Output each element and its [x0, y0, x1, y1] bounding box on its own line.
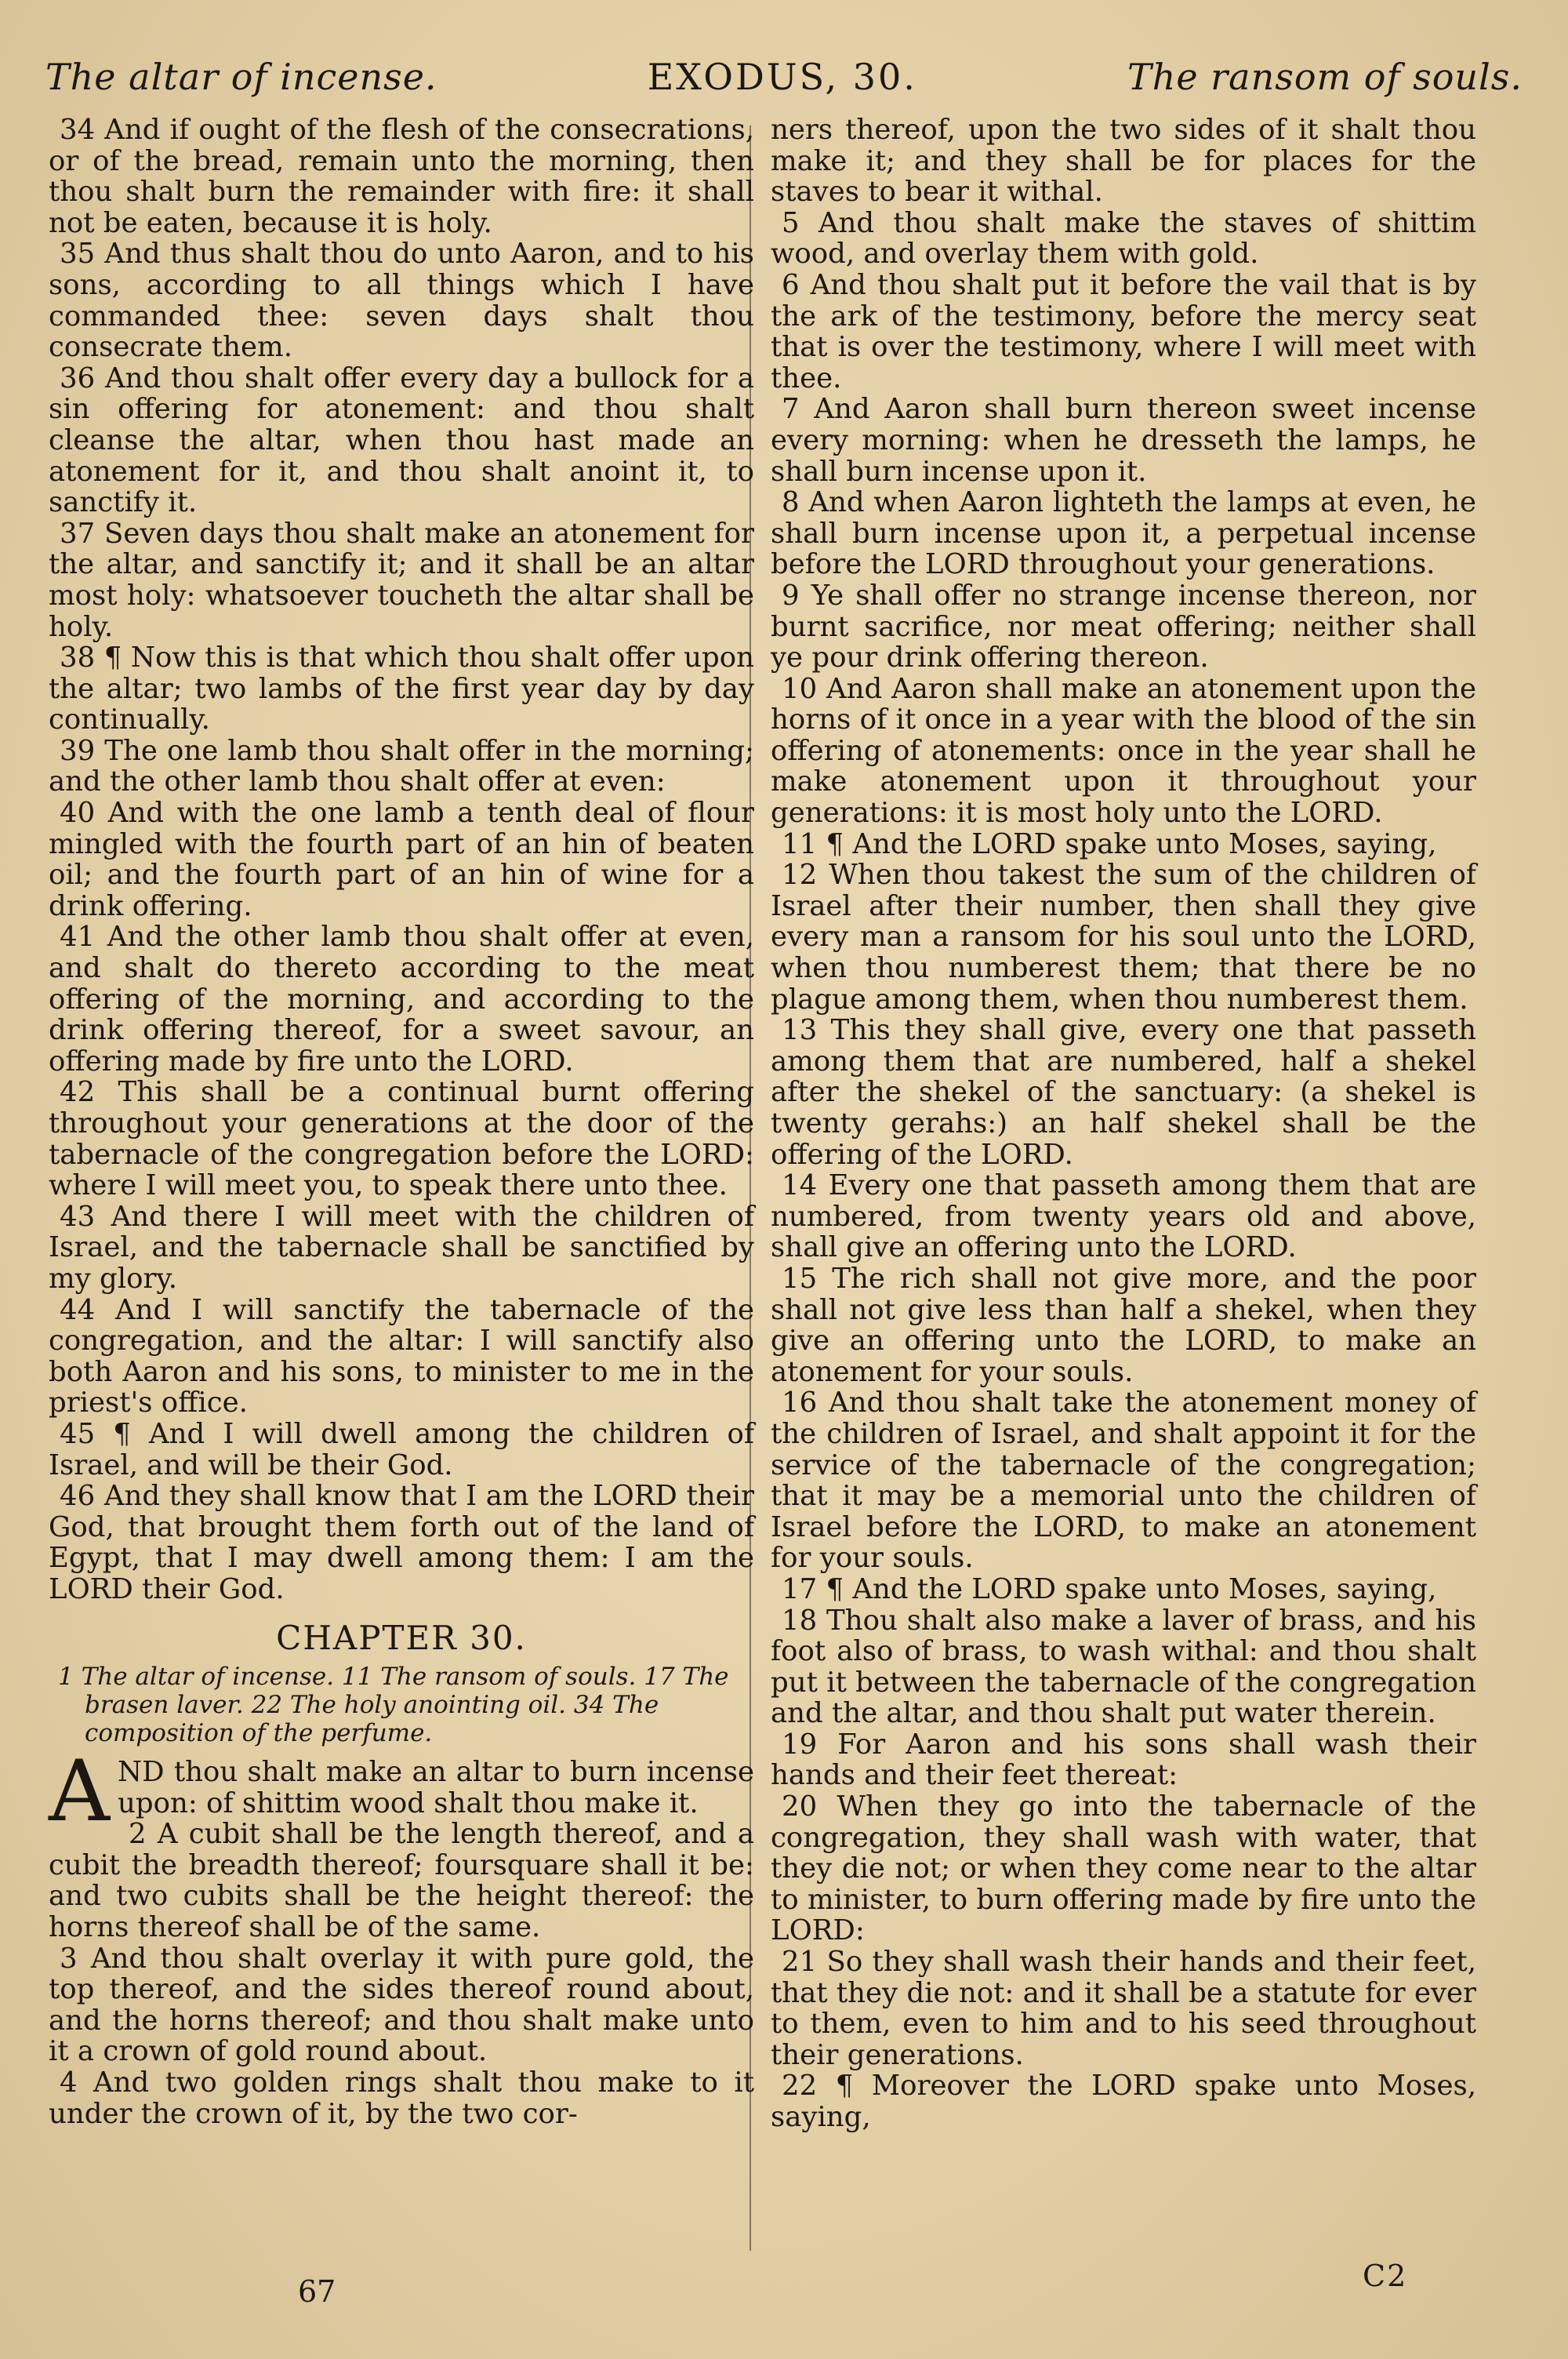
verse: 5 And thou shalt make the staves of shittim wood, and overlay them with gold.: [771, 206, 1476, 271]
verse: 43 And there I will meet with the children of Israel, and the tabernacle shall be sanctified by my glory.: [49, 1200, 754, 1295]
verse: 19 For Aaron and his sons shall wash their hands and their feet thereat:: [771, 1728, 1476, 1792]
verse: 13 This they shall give, every one that passeth among them that are numbered, half a shekel after the shekel of the sanctuary: (a shekel is twenty gerahs:) an half shekel shall be the offering of the LORD.: [771, 1014, 1476, 1171]
chapter-title: CHAPTER 30.: [276, 1618, 527, 1657]
verse: 39 The one lamb thou shalt offer in the morning; and the other lamb thou shalt offer at even:: [49, 734, 754, 798]
chapter-summary: 1 The altar of incense. 11 The ransom of souls. 17 The brasen laver. 22 The holy anointing oil. 34 The composition of the perfume.: [58, 1663, 729, 1748]
verse: 12 When thou takest the sum of the children of Israel after their number, then shall they give every man a ransom for his soul unto the LORD, when thou numberest them; that there be no plague among them, when thou numberest them.: [771, 859, 1476, 1016]
verse: 45 ¶ And I will dwell among the children of Israel, and will be their God.: [49, 1417, 754, 1481]
verse: 4 And two golden rings shalt thou make to it under the crown of it, by the two cor-: [49, 2066, 754, 2130]
verse: 21 So they shall wash their hands and their feet, that they die not: and it shall be a statute for ever to them, even to him and to his seed throughout their generations.: [771, 1946, 1476, 2071]
verse: 42 This shall be a continual burnt offering throughout your generations at the door of the tabernacle of the congregation before the LORD: where I will meet you, to speak there unto thee.: [49, 1076, 754, 1202]
header-right-topic: The ransom of souls.: [1127, 56, 1523, 98]
verse-continuation: ners thereof, upon the two sides of it shalt thou make it; and they shall be for places for the staves to bear it withal.: [771, 114, 1476, 209]
verse: 44 And I will sanctify the tabernacle of the congregation, and the altar: I will sanctify also both Aaron and his sons, to minister to me in the priest's office.: [49, 1293, 754, 1419]
right-column: [771, 114, 1476, 2133]
page-number: 67: [298, 2274, 336, 2309]
verse-1-text: ND thou shalt make an altar to burn incense upon: of shittim wood shalt thou make it.: [118, 1756, 754, 1819]
left-column: [49, 114, 754, 2129]
verse: 11 ¶ And the LORD spake unto Moses, saying,: [782, 827, 1437, 860]
signature-mark: C2: [1363, 2259, 1408, 2293]
verse: 3 And thou shalt overlay it with pure gold, the top thereof, and the sides thereof round about, and the horns thereof; and thou shalt make unto it a crown of gold round about.: [49, 1942, 754, 2068]
verse: 35 And thus shalt thou do unto Aaron, and to his sons, according to all things which I have commanded thee: seven days shalt thou consecrate them.: [49, 238, 754, 364]
verse: 41 And the other lamb thou shalt offer at even, and shalt do thereto according to the meat offering of the morning, and according to the drink offering thereof, for a sweet savour, an offering made by fire unto the LORD.: [49, 921, 754, 1078]
verse: 17 ¶ And the LORD spake unto Moses, saying,: [782, 1572, 1437, 1605]
verse: 20 When they go into the tabernacle of the congregation, they shall wash with water, that they die not; or when they come near to the altar to minister, to burn offering made by fire unto the LORD:: [771, 1790, 1476, 1947]
verse: 38 ¶ Now this is that which thou shalt offer upon the altar; two lambs of the first year day by day continually.: [49, 642, 754, 736]
header-book-chapter: EXODUS, 30.: [647, 56, 917, 98]
running-header: [45, 45, 1523, 108]
verse: 16 And thou shalt take the atonement money of the children of Israel, and shalt appoint it for the service of the tabernacle of the congregation; that it may be a memorial unto the children of Israel before the LORD, to make an atonement for your souls.: [771, 1387, 1476, 1575]
verse: 36 And thou shalt offer every day a bullock for a sin offering for atonement: and thou shalt cleanse the altar, when thou hast made an atonement for it, and thou shalt anoint it, to sanctify it.: [49, 362, 754, 519]
verse-1: [49, 1743, 754, 1841]
verse: 22 ¶ Moreover the LORD spake unto Moses, saying,: [771, 2070, 1476, 2133]
verse: 6 And thou shalt put it before the vail that is by the ark of the testimony, before the mercy seat that is over the testimony, where I will meet with thee.: [771, 268, 1476, 394]
verse: 34 And if ought of the flesh of the consecrations, or of the bread, remain unto the morning, then thou shalt burn the remainder with fire: it shall not be eaten, because it is holy.: [49, 114, 754, 239]
verse: 18 Thou shalt also make a laver of brass, and his foot also of brass, to wash withal: and thou shalt put it between the tabernacle of the congregation and the altar, and thou shalt put water therein.: [771, 1604, 1476, 1730]
verse: 9 Ye shall offer no strange incense thereon, nor burnt sacrifice, nor meat offering; neither shall ye pour drink offering thereon.: [771, 579, 1476, 674]
verse: 8 And when Aaron lighteth the lamps at even, he shall burn incense upon it, a perpetual incense before the LORD throughout your generations.: [771, 486, 1476, 581]
verse: 40 And with the one lamb a tenth deal of flour mingled with the fourth part of an hin of beaten oil; and the fourth part of an hin of wine for a drink offering.: [49, 797, 754, 922]
verse: 15 The rich shall not give more, and the poor shall not give less than half a shekel, when they give an offering unto the LORD, to make an atonement for your souls.: [771, 1262, 1476, 1388]
verse: 14 Every one that passeth among them that are numbered, from twenty years old and above, shall give an offering unto the LORD.: [771, 1169, 1476, 1264]
verse: 46 And they shall know that I am the LORD their God, that brought them forth out of the land of Egypt, that I may dwell among them: I am the LORD their God.: [49, 1480, 754, 1605]
header-left-topic: The altar of incense.: [45, 56, 437, 98]
verse: 2 A cubit shall be the length thereof, and a cubit the breadth thereof; foursquare shall it be: and two cubits shall be the height thereof: the horns thereof shall be of the same.: [49, 1818, 754, 1944]
verse: 7 And Aaron shall burn thereon sweet incense every morning: when he dresseth the lamps, he shall burn incense upon it.: [771, 393, 1476, 488]
verse: 37 Seven days thou shalt make an atonement for the altar, and sanctify it; and it shall be an altar most holy: whatsoever toucheth the altar shall be holy.: [49, 517, 754, 643]
verse: 10 And Aaron shall make an atonement upon the horns of it once in a year with the blood of the sin offering of atonements: once in the year shall he make atonement upon it throughout your generations: it is most holy unto the LORD.: [771, 672, 1476, 830]
drop-cap: A: [49, 1743, 110, 1841]
